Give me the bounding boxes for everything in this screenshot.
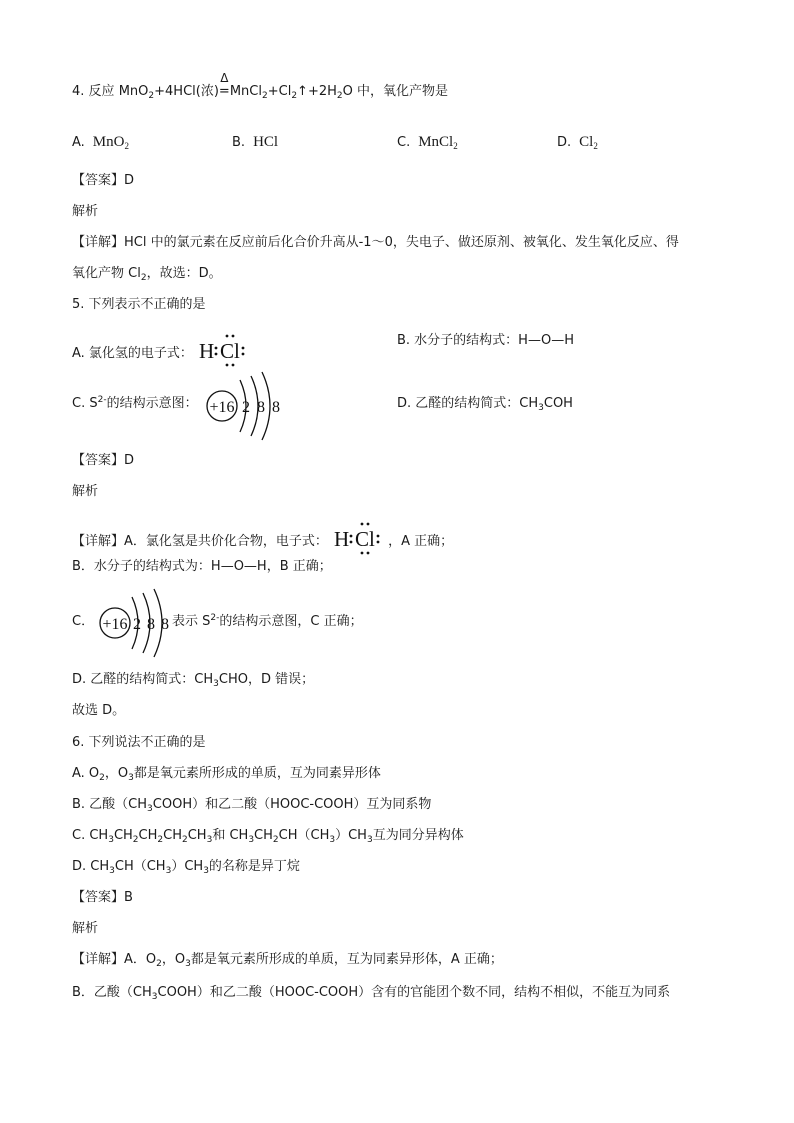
q5-option-c: C. $S^{2-}$的结构示意图： [72,395,198,411]
q4-number: 4. [72,84,85,99]
sulfide-ion-structure-diagram [200,368,290,444]
q6-option-d: D. $CH_3CH(CH_3)CH_3$的名称是异丁烷 [72,859,300,876]
q4-detail-line2: 氧化产物 $Cl_2$，故选：D。 [72,266,222,283]
q4-answer: 【答案】D [72,173,135,188]
reaction-condition-arrow: Δ = [219,82,230,102]
q5-analysis-heading: 解析 [72,484,99,499]
heat-symbol: Δ [220,71,229,85]
q4-prefix: 反应 [88,84,115,99]
q4-analysis-heading: 解析 [72,204,99,219]
q5-detail-d: D. 乙醛的结构简式：$CH_3CHO$，D 错误； [72,672,315,689]
q4-option-d: D. $Cl_2$ [557,134,598,151]
svg-text:+16: +16 [102,616,128,633]
svg-text:H: H [199,339,215,363]
q6-analysis-heading: 解析 [72,921,99,936]
q6-option-b: B. 乙酸$(CH_3COOH)$和乙二酸（HOOC-COOH）互为同系物 [72,797,432,814]
nucleus-charge: +16 [209,399,235,416]
shell-electrons-2: 8 [257,399,265,416]
q4-reactants: MnO$_2$+4HCl(浓) [118,84,219,101]
q5-detail-c-text: 表示 $S^{2-}$的结构示意图，C 正确； [172,613,363,629]
q5-option-b: B. 水分子的结构式：H—O—H [397,333,574,348]
svg-text:8: 8 [161,616,169,633]
q5-conclusion: 故选 D。 [72,703,126,718]
sulfide-ion-structure-diagram-detail [96,585,176,661]
q5-stem: 5. 下列表示不正确的是 [72,297,206,312]
q4-option-b: B. HCl [232,134,279,150]
hcl-lewis-structure [197,331,253,369]
q5-option-a: A. 氯化氢的电子式： H Cl [72,331,253,369]
q6-stem: 6. 下列说法不正确的是 [72,735,206,750]
q6-answer: 【答案】B [72,890,133,905]
q5-detail-b: B．水分子的结构式为：H—O—H，B 正确； [72,559,332,574]
q6-detail-a: 【详解】A．$O_2$，$O_3$都是氧元素所形成的单质，互为同素异形体，A 正确； [72,952,503,969]
q5-detail-c: C． [72,614,95,629]
svg-text:Cl: Cl [355,527,375,551]
q6-option-a: A. $O_2$，$O_3$都是氧元素所形成的单质，互为同素异形体 [72,766,381,783]
q4-suffix: 中，氧化产物是 [357,84,449,99]
svg-text:H: H [334,527,350,551]
q4-option-a: A. MnO$_2$ [72,134,129,151]
hcl-lewis-structure-detail [332,519,388,557]
q4-products: $MnCl_2+Cl_2↑+2H_2O$ [229,84,353,101]
q4-option-c: C. MnCl$_2$ [397,134,458,151]
q5-option-d: D. 乙醛的结构简式：$CH_3COH$ [397,396,573,413]
svg-text:8: 8 [147,616,155,633]
q5-detail-a: 【详解】A．氯化氢是共价化合物，电子式： H Cl ，A 正确； [72,519,453,557]
svg-text:2: 2 [133,616,141,633]
q6-option-c: C. $CH_3CH_2CH_2CH_2CH_3$和 $CH_3CH_2CH(CH_3)CH_3$互为同分异构体 [72,828,464,845]
q4-detail-line1: 【详解】HCl 中的氯元素在反应前后化合价升高从-1～0，失电子、做还原剂、被氧化、发生氧化反应、得 [72,235,679,250]
q6-detail-b: B．乙酸$(CH_3COOH)$和乙二酸（HOOC-COOH）含有的官能团个数不同，结构不相似，不能互为同系 [72,985,671,1002]
q5-answer: 【答案】D [72,453,135,468]
shell-electrons-3: 8 [272,399,280,416]
svg-text:Cl: Cl [220,339,240,363]
shell-electrons-1: 2 [242,399,250,416]
q4-stem [72,71,449,102]
